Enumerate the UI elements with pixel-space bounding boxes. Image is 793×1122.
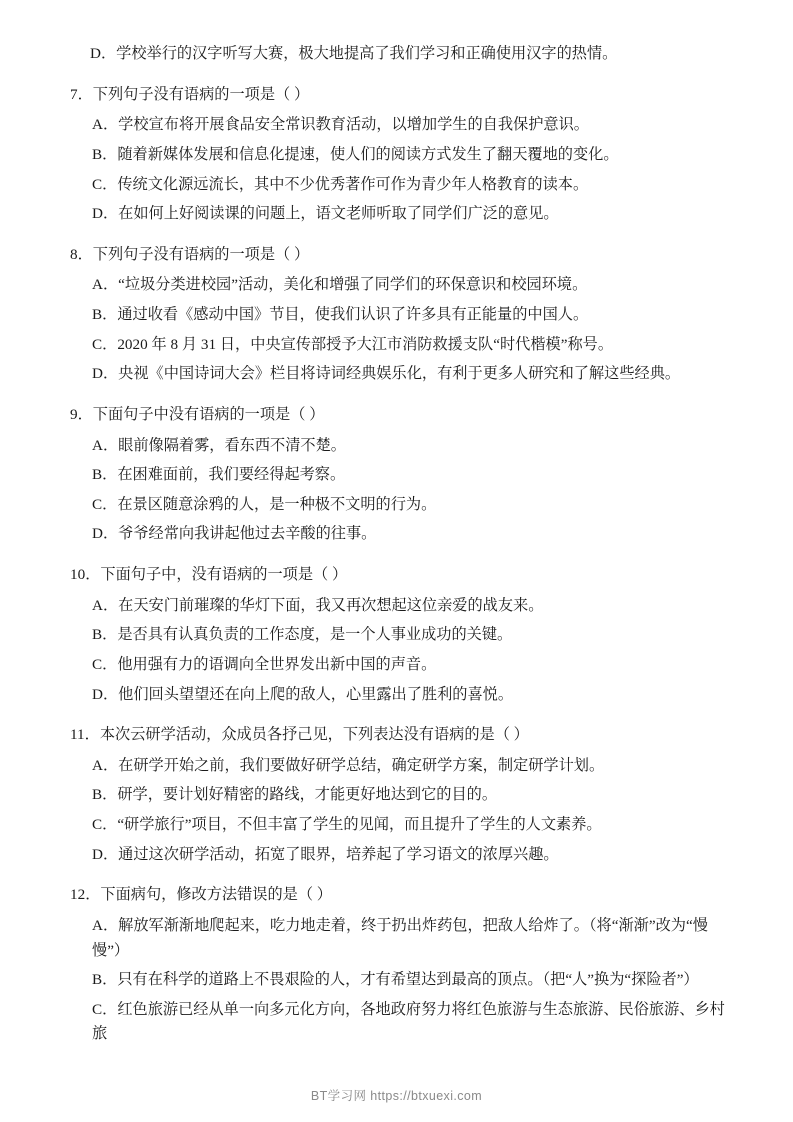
option-item: C．“研学旅行”项目，不但丰富了学生的见闻，而且提升了学生的人文素养。 [92, 816, 602, 833]
option-item: A．眼前像隔着雾，看东西不清不楚。 [92, 436, 346, 454]
option-item: C．传统文化源远流长，其中不少优秀著作可作为青少年人格教育的读本。 [92, 175, 589, 193]
question-stem [62, 83, 731, 108]
option-item: D．央视《中国诗词大会》栏目将诗词经典娱乐化，有利于更多人研究和了解这些经典。 [92, 365, 681, 383]
option-text: A．解放军渐渐地爬起来，吃力地走着，终于扔出炸药包，把敌人给炸了。（将“渐渐”改为“慢慢”） [92, 916, 708, 959]
option-item: C．在景区随意涂鸦的人，是一种极不文明的行为。 [92, 495, 437, 513]
option-text: B．只有在科学的道路上不畏艰险的人，才有希望达到最高的顶点。（把“人”换为“探险者”） [92, 971, 699, 989]
option-item: A．在天安门前璀璨的华灯下面，我又再次想起这位亲爱的战友来。 [92, 596, 544, 614]
question-text: 下面病句，修改方法错误的是（ ） [100, 886, 332, 904]
page-footer-watermark: BT学习网 https://btxuexi.com [310, 1089, 483, 1103]
option-item: A．“垃圾分类进校园”活动，美化和增强了同学们的环保意识和校园环境。 [92, 276, 588, 294]
question-number: 12． [70, 886, 101, 904]
question-text: 下列句子没有语病的一项是（ ） [92, 245, 310, 263]
option-item [62, 914, 731, 963]
option-item: B．是否具有认真负责的工作态度，是一个人事业成功的关键。 [92, 626, 513, 644]
option-text: C．红色旅游已经从单一向多元化方向，各地政府努力将红色旅游与生态旅游、民俗旅游、乡村旅 [92, 1000, 725, 1043]
question-text: 下列句子没有语病的一项是（ ） [92, 85, 310, 103]
option-item: B．研学，要计划好精密的路线，才能更好地达到它的目的。 [92, 786, 498, 804]
option-item: D．在如何上好阅读课的问题上，语文老师听取了同学们广泛的意见。 [92, 205, 559, 223]
option-item: A．学校宣布将开展食品安全常识教育活动，以增加学生的自我保护意识。 [92, 116, 589, 134]
option-item: B．在困难面前，我们要经得起考察。 [92, 466, 346, 484]
question-number: 7． [70, 85, 93, 103]
question-number: 11． [70, 726, 100, 744]
question-stem [62, 563, 731, 588]
question-text: 本次云研学活动，众成员各抒己见，下列表达没有语病的是（ ） [99, 726, 529, 744]
option-item: D．他们回头望望还在向上爬的敌人，心里露出了胜利的喜悦。 [92, 685, 514, 703]
question-stem [62, 243, 731, 268]
question-number: 9． [70, 405, 93, 423]
option-item: D．通过这次研学活动，拓宽了眼界，培养起了学习语文的浓厚兴趣。 [92, 845, 559, 863]
option-item: C．他用强有力的语调向全世界发出新中国的声音。 [92, 655, 437, 673]
question-number: 10． [70, 566, 101, 583]
question-text: 下面句子中，没有语病的一项是（ ） [100, 566, 348, 583]
question-stem [62, 723, 731, 748]
option-item: A．在研学开始之前，我们要做好研学总结，确定研学方案，制定研学计划。 [92, 756, 605, 774]
option-item: D．爷爷经常向我讲起他过去辛酸的往事。 [92, 525, 377, 543]
option-item: B．通过收看《感动中国》节目，使我们认识了许多具有正能量的中国人。 [92, 306, 589, 323]
question-stem [62, 883, 731, 908]
question-number: 8． [70, 245, 93, 263]
question-text: 下面句子中没有语病的一项是（ ） [92, 405, 325, 423]
question-stem [62, 403, 731, 428]
option-item [62, 998, 731, 1047]
document-body [62, 42, 731, 1047]
option-item [62, 968, 731, 993]
option-item: C．2020 年 8 月 31 日，中央宣传部授予大江市消防救援支队“时代楷模”称号。 [92, 335, 614, 353]
option-item: B．随着新媒体发展和信息化提速，使人们的阅读方式发生了翻天覆地的变化。 [92, 145, 619, 163]
lead-option-line: D．学校举行的汉字听写大赛，极大地提高了我们学习和正确使用汉字的热情。 [90, 45, 618, 62]
